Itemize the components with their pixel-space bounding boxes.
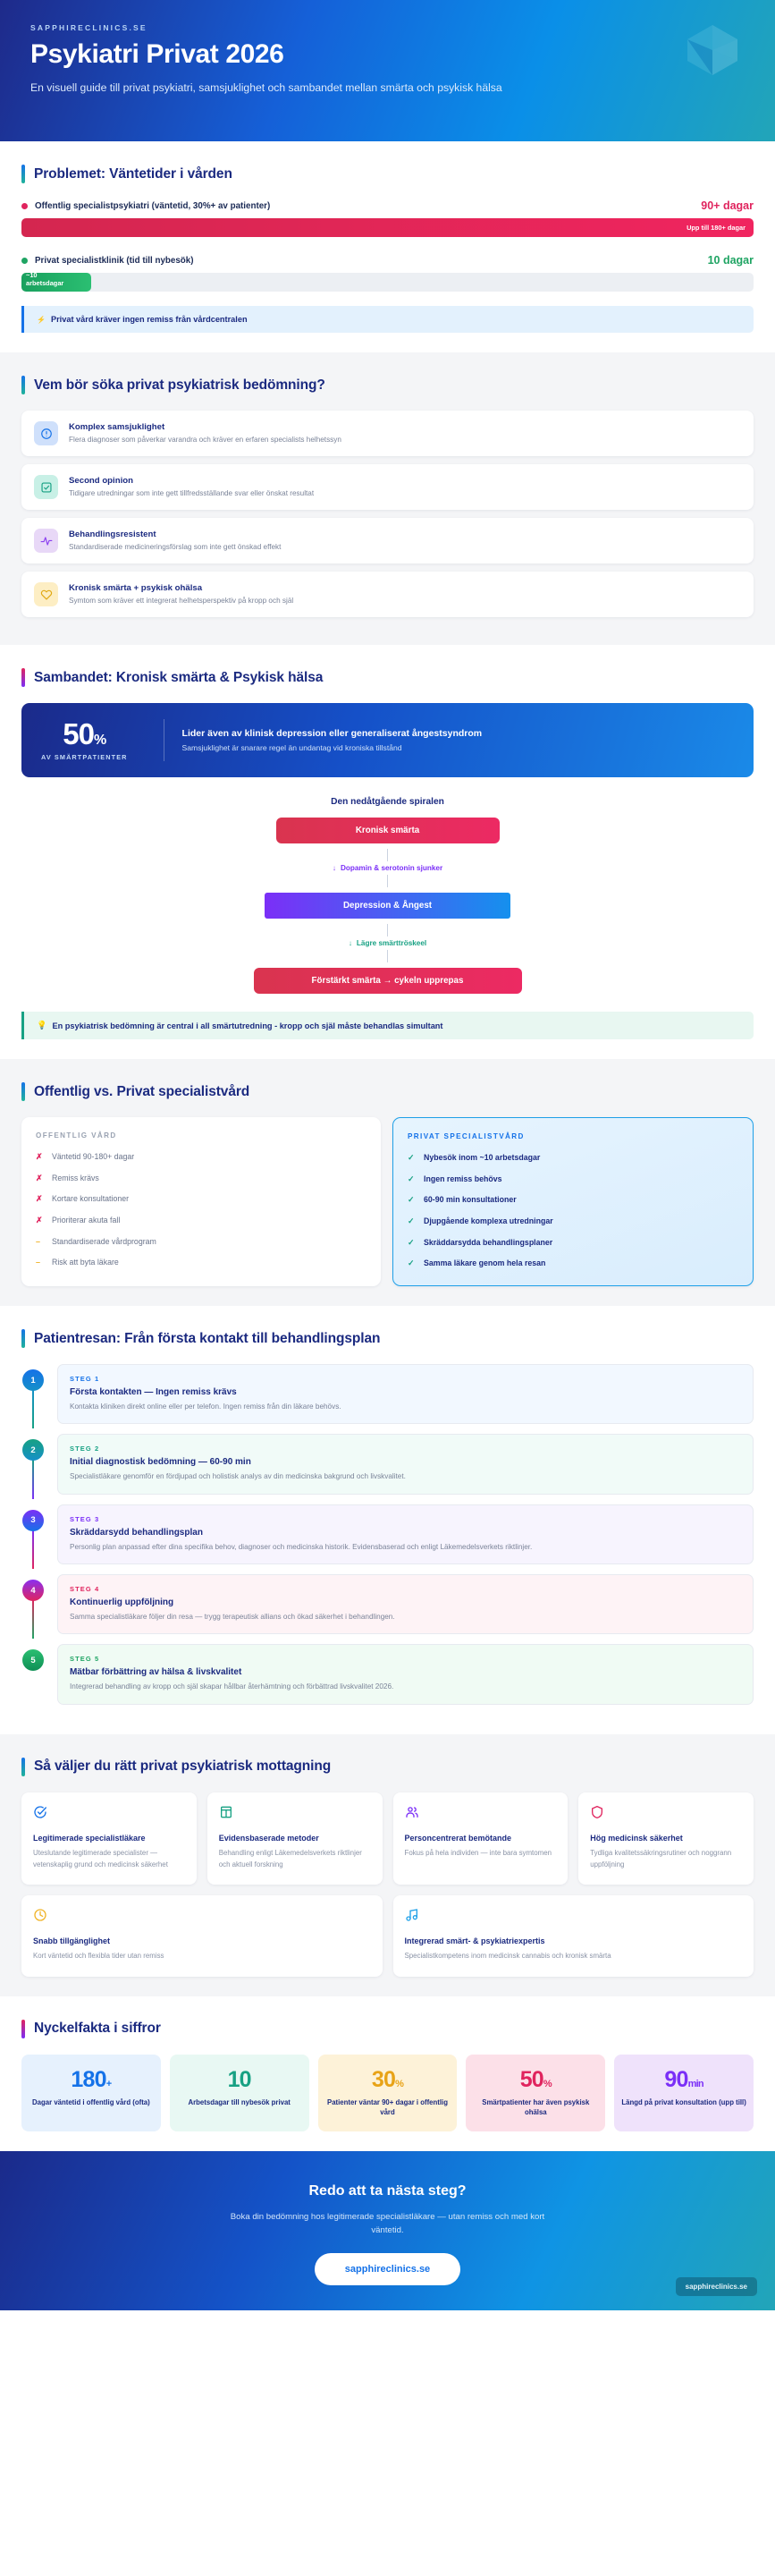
- spiral-arrow-2: [349, 919, 426, 968]
- comparison-column-public: [21, 1117, 381, 1286]
- kpi-number: 180: [71, 2066, 106, 2092]
- comparison-table: [21, 1117, 754, 1286]
- kpi-number: 30: [371, 2066, 396, 2092]
- spiral-node-1: Kronisk smärta: [276, 818, 500, 843]
- item-text: Prioriterar akuta fall: [52, 1216, 121, 1225]
- stat-unit: %: [94, 733, 106, 748]
- choose-card[interactable]: [21, 1895, 383, 1977]
- section-header: [21, 668, 754, 687]
- choose-card-desc: Kort väntetid och flexibla tider utan remiss: [33, 1952, 164, 1961]
- section-wait-times: [0, 141, 775, 352]
- check-icon: ✓: [408, 1258, 415, 1268]
- spiral-arrow-text: Dopamin & serotonin sjunker: [340, 864, 443, 872]
- step-title: Initial diagnostisk bedömning — 60-90 min: [70, 1457, 251, 1468]
- timeline-card[interactable]: [57, 1434, 754, 1494]
- item-text: Skräddarsydda behandlingsplaner: [424, 1237, 553, 1247]
- comparison-item: [36, 1174, 366, 1184]
- tip-text: En psykiatrisk bedömning är central i all smärtutredning - kropp och själ måste behandlas simultant: [52, 1021, 443, 1030]
- step-label: STEG 1: [70, 1375, 100, 1384]
- choose-card-title: Evidensbaserade metoder: [218, 1833, 319, 1843]
- step-desc: Integrerad behandling av kropp och själ skapar hållbar återhämtning och förbättrad livskvalitet 2026.: [70, 1682, 394, 1691]
- book-appointment-button[interactable]: sapphireclinics.se: [315, 2253, 460, 2285]
- journey-timeline: [21, 1364, 754, 1708]
- choose-card-title: Integrerad smärt- & psykiatriexpertis: [404, 1936, 545, 1945]
- kpi-unit: %: [543, 2078, 552, 2089]
- timeline-node: 2: [22, 1439, 44, 1461]
- section-title: Offentlig vs. Privat specialistvård: [34, 1083, 250, 1099]
- check-icon: ✓: [408, 1216, 415, 1226]
- timeline-node: 3: [22, 1510, 44, 1531]
- wait-row-private: [21, 254, 754, 292]
- column-heading: PRIVAT SPECIALISTVÅRD: [408, 1132, 525, 1140]
- choose-card-title: Snabb tillgänglighet: [33, 1936, 110, 1945]
- wait-value: 10 dagar: [707, 254, 754, 267]
- timeline-card[interactable]: [57, 1644, 754, 1704]
- connector-line: [387, 924, 388, 936]
- wait-bar-caption: Upp till 180+ dagar: [687, 224, 746, 232]
- who-card[interactable]: [21, 572, 754, 617]
- kpi-label: Smärtpatienter har även psykisk ohälsa: [482, 2097, 590, 2116]
- heart-icon: [34, 582, 58, 606]
- who-card-body: [69, 475, 314, 499]
- section-who-should-seek: [0, 352, 775, 645]
- step-desc: Specialistläkare genomför en fördjupad och holistisk analys av din medicinska bakgrund och livskvalitet.: [70, 1472, 406, 1481]
- assessment-tip: [21, 1012, 754, 1039]
- section-title: Sambandet: Kronisk smärta & Psykisk hälsa: [34, 669, 324, 685]
- section-title: Patientresan: Från första kontakt till behandlingsplan: [34, 1330, 381, 1346]
- item-text: Nybesök inom ~10 arbetsdagar: [424, 1153, 541, 1162]
- choose-card-title: Hög medicinsk säkerhet: [590, 1833, 683, 1843]
- spiral-title: Den nedåtgående spiralen: [331, 797, 444, 807]
- timeline-node: 1: [22, 1369, 44, 1391]
- item-text: Väntetid 90-180+ dagar: [52, 1152, 135, 1161]
- section-title: Så väljer du rätt privat psykiatrisk mottagning: [34, 1758, 332, 1775]
- who-card[interactable]: [21, 411, 754, 456]
- step-label: STEG 5: [70, 1655, 100, 1664]
- section-header: [21, 165, 754, 183]
- comparison-item: [408, 1238, 738, 1249]
- item-text: Standardiserade vårdprogram: [52, 1236, 156, 1246]
- kpi-unit: +: [105, 2078, 112, 2089]
- activity-icon: [34, 529, 58, 553]
- accent-bar: [21, 1329, 25, 1348]
- cta-heading: Redo att ta nästa steg?: [308, 2182, 467, 2199]
- choose-card-title: Personcentrerat bemötande: [404, 1833, 512, 1843]
- item-text: Samma läkare genom hela resan: [424, 1258, 546, 1268]
- cta-paragraph: Boka din bedömning hos legitimerade specialistläkare — utan remiss och med kort väntetid.: [230, 2211, 545, 2235]
- kpi-value: [325, 2066, 451, 2092]
- who-card-desc: Standardiserade medicineringsförslag som inte gett önskad effekt: [69, 543, 282, 551]
- stat-number: 50: [63, 717, 95, 750]
- timeline-rail: [21, 1364, 45, 1428]
- section-header: [21, 1758, 754, 1776]
- kpi-unit: min: [687, 2078, 703, 2089]
- brand-kicker: SAPPHIRECLINICS.SE: [30, 23, 147, 32]
- lightbulb-icon: 💡: [37, 1021, 47, 1030]
- cross-icon: ✗: [36, 1152, 43, 1161]
- spiral-node-3: Förstärkt smärta → cykeln upprepas: [254, 968, 522, 994]
- step-label: STEG 2: [70, 1445, 100, 1453]
- step-desc: Samma specialistläkare följer din resa — trygg terapeutisk allians och ökad säkerhet i behandlingen.: [70, 1613, 395, 1622]
- connector-line: [387, 950, 388, 962]
- kpi-number: 90: [664, 2066, 688, 2092]
- clock-icon: [33, 1908, 371, 1927]
- kpi-number: 10: [227, 2066, 251, 2092]
- page-subtitle: En visuell guide till privat psykiatri, samsjuklighet och sambandet mellan smärta och psykisk hälsa: [30, 80, 502, 94]
- choose-grid-row2: [21, 1895, 754, 1977]
- dash-icon: –: [36, 1236, 41, 1246]
- spiral-arrow-label: [333, 861, 442, 875]
- timeline-node: 4: [22, 1580, 44, 1601]
- kpi-card: [170, 2055, 309, 2131]
- choose-card[interactable]: [207, 1792, 383, 1885]
- spiral-arrow-1: [333, 843, 442, 893]
- alert-circle-icon: [34, 421, 58, 445]
- check-icon: ✓: [408, 1174, 415, 1183]
- connector-line: [387, 875, 388, 887]
- item-text: 60-90 min konsultationer: [424, 1195, 517, 1205]
- who-card-body: [69, 529, 281, 553]
- kpi-card: [466, 2055, 605, 2131]
- timeline-connector: [32, 1459, 34, 1498]
- comparison-item: [36, 1237, 366, 1248]
- check-icon: ✓: [408, 1195, 415, 1205]
- item-text: Kortare konsultationer: [52, 1194, 130, 1204]
- item-text: Djupgående komplexa utredningar: [424, 1216, 553, 1226]
- stat-headline: Lider även av klinisk depression eller generaliserat ångestsyndrom: [181, 728, 483, 739]
- comparison-item: [408, 1174, 738, 1185]
- wait-label: [21, 256, 194, 266]
- who-card-desc: Flera diagnoser som påverkar varandra och kräver en erfaren specialists helhetssyn: [69, 436, 341, 444]
- kpi-label: Längd på privat konsultation (upp till): [621, 2097, 746, 2106]
- accent-bar: [21, 1082, 25, 1101]
- connector-line: [387, 849, 388, 861]
- choose-card[interactable]: [21, 1792, 197, 1885]
- arrow-down-icon: ↓: [332, 864, 336, 872]
- stat-caption: AV SMÄRTPATIENTER: [41, 753, 128, 761]
- status-dot-green-icon: [21, 258, 28, 264]
- kpi-card: [21, 2055, 161, 2131]
- stat-subline: Samsjuklighet är snarare regel än undantag vid kroniska tillstånd: [181, 743, 402, 752]
- comorbidity-stat-banner: [21, 703, 754, 777]
- step-desc: Kontakta kliniken direkt online eller per telefon. Ingen remiss från din läkare behövs.: [70, 1402, 341, 1411]
- stat-figure: [41, 719, 146, 761]
- check-square-icon: [34, 475, 58, 499]
- who-card-title: Second opinion: [69, 476, 133, 486]
- section-title: Nyckelfakta i siffror: [34, 2021, 161, 2037]
- choose-grid-row1: [21, 1792, 754, 1885]
- accent-bar: [21, 668, 25, 687]
- wait-value: 90+ dagar: [701, 199, 754, 212]
- timeline-rail: [21, 1504, 45, 1569]
- wait-row-header: [21, 199, 754, 212]
- spacer: [21, 242, 754, 254]
- who-card-title: Kronisk smärta + psykisk ohälsa: [69, 583, 203, 593]
- timeline-node: 5: [22, 1649, 44, 1671]
- comparison-column-private: [392, 1117, 754, 1286]
- choose-card-desc: Fokus på hela individen — inte bara symtomen: [404, 1849, 552, 1858]
- brand-badge: sapphireclinics.se: [676, 2277, 757, 2296]
- timeline-step: [21, 1504, 754, 1569]
- timeline-step: [21, 1644, 754, 1708]
- wait-bar-track: [21, 273, 754, 292]
- who-card[interactable]: [21, 518, 754, 564]
- cta-footer: [0, 2151, 775, 2310]
- section-header: [21, 1082, 754, 1101]
- spiral-arrow-label: [349, 936, 426, 950]
- timeline-card[interactable]: [57, 1364, 754, 1424]
- lightning-icon: ⚡: [37, 315, 46, 324]
- timeline-step: [21, 1364, 754, 1428]
- stat-text: [182, 728, 734, 752]
- accent-bar: [21, 376, 25, 394]
- hero-header: [0, 0, 775, 141]
- who-card-desc: Tidigare utredningar som inte gett tillfredsställande svar eller önskat resultat: [69, 489, 315, 497]
- timeline-rail: [21, 1574, 45, 1639]
- timeline-step: [21, 1574, 754, 1639]
- comparison-item: [408, 1153, 738, 1164]
- kpi-label: Dagar väntetid i offentlig vård (ofta): [32, 2097, 150, 2106]
- comparison-item: [36, 1216, 366, 1226]
- section-how-to-choose: [0, 1734, 775, 1996]
- step-title: Skräddarsydd behandlingsplan: [70, 1527, 203, 1538]
- choose-card-desc: Behandling enligt Läkemedelsverkets riktlinjer och aktuell forskning: [218, 1849, 362, 1868]
- comparison-item: [36, 1194, 366, 1205]
- spiral-node-2: Depression & Ångest: [265, 893, 510, 919]
- kpi-grid: [21, 2055, 754, 2131]
- choose-card[interactable]: [393, 1792, 569, 1885]
- choose-card-desc: Tydliga kvalitetssäkringsrutiner och noggrann uppföljning: [590, 1849, 732, 1868]
- no-referral-callout: [21, 306, 754, 333]
- cross-icon: ✗: [36, 1216, 43, 1225]
- timeline-step: [21, 1434, 754, 1498]
- step-label: STEG 3: [70, 1514, 100, 1523]
- gem-logo-icon: [684, 21, 741, 79]
- kpi-card: [318, 2055, 458, 2131]
- comparison-item: [408, 1216, 738, 1227]
- item-text: Risk att byta läkare: [52, 1258, 119, 1267]
- who-card-body: [69, 582, 293, 606]
- check-icon: ✓: [408, 1237, 415, 1247]
- kpi-label: Arbetsdagar till nybesök privat: [188, 2097, 291, 2106]
- downward-spiral-diagram: [21, 818, 754, 994]
- choose-card-title: Legitimerade specialistläkare: [33, 1833, 146, 1843]
- choose-card-desc: Uteslutande legitimerade specialister — vetenskaplig grund och medicinsk säkerhet: [33, 1849, 168, 1868]
- section-key-numbers: [0, 1996, 775, 2151]
- users-icon: [405, 1805, 557, 1824]
- section-title: Vem bör söka privat psykiatrisk bedömning?: [34, 377, 325, 393]
- stat-number-wrap: [41, 719, 128, 749]
- who-card-title: Komplex samsjuklighet: [69, 422, 165, 432]
- wait-label: [21, 201, 270, 211]
- choose-card[interactable]: [578, 1792, 754, 1885]
- section-header: [21, 1329, 754, 1348]
- timeline-connector: [32, 1599, 34, 1639]
- spiral-arrow-text: Lägre smärttröskeel: [356, 939, 427, 947]
- section-title: Problemet: Väntetider i vården: [34, 165, 232, 182]
- who-card-body: [69, 421, 341, 445]
- step-desc: Personlig plan anpassad efter dina specifika behov, diagnoser och medicinska historik. Evidensbaserad och enligt Läkemedelsverkets riktlinjer.: [70, 1542, 533, 1551]
- who-card-title: Behandlingsresistent: [69, 530, 156, 539]
- comparison-item: [408, 1258, 738, 1269]
- accent-bar: [21, 165, 25, 183]
- choose-card[interactable]: [393, 1895, 754, 1977]
- who-card-desc: Symtom som kräver ett integrerat helhetsperspektiv på kropp och själ: [69, 597, 294, 605]
- section-header: [21, 2020, 754, 2038]
- timeline-card[interactable]: [57, 1574, 754, 1634]
- status-dot-red-icon: [21, 203, 28, 209]
- kpi-number: 50: [519, 2066, 543, 2092]
- wait-bar-track: [21, 218, 754, 237]
- section-patient-journey: [0, 1306, 775, 1733]
- choose-card-desc: Specialistkompetens inom medicinsk cannabis och kronisk smärta: [404, 1952, 611, 1961]
- kpi-card: [614, 2055, 754, 2131]
- item-text: Remiss krävs: [52, 1173, 99, 1182]
- step-label: STEG 4: [70, 1585, 100, 1594]
- wait-bar-caption: ~10 arbetsdagar: [26, 271, 64, 288]
- wait-row-public: [21, 199, 754, 237]
- wait-label-text: Offentlig specialistpsykiatri (väntetid, 30%+ av patienter): [35, 200, 271, 211]
- step-title: Mätbar förbättring av hälsa & livskvalitet: [70, 1667, 242, 1678]
- book-icon: [219, 1805, 371, 1824]
- section-header: [21, 376, 754, 394]
- timeline-connector: [32, 1530, 34, 1569]
- dash-icon: –: [36, 1258, 41, 1267]
- timeline-connector: [32, 1389, 34, 1428]
- comparison-item: [408, 1195, 738, 1206]
- section-pain-mental-link: [0, 645, 775, 1059]
- kpi-value: [177, 2066, 302, 2092]
- kpi-value: [29, 2066, 154, 2092]
- check-icon: ✓: [408, 1153, 415, 1162]
- section-public-vs-private: [0, 1059, 775, 1306]
- comparison-item: [36, 1152, 366, 1163]
- cross-icon: ✗: [36, 1173, 43, 1182]
- wait-bar-fill: [21, 273, 91, 292]
- who-card[interactable]: [21, 464, 754, 510]
- shield-icon: [590, 1805, 742, 1824]
- kpi-value: [621, 2066, 746, 2092]
- accent-bar: [21, 2020, 25, 2038]
- timeline-rail: [21, 1434, 45, 1498]
- timeline-rail: [21, 1644, 45, 1708]
- arrow-down-icon: ↓: [348, 939, 352, 947]
- kpi-value: [473, 2066, 598, 2092]
- music-icon: [405, 1908, 743, 1927]
- page-title: Psykiatri Privat 2026: [30, 39, 284, 69]
- wait-bar-fill: [21, 218, 754, 237]
- check-circle-icon: [33, 1805, 185, 1824]
- step-title: Första kontakten — Ingen remiss krävs: [70, 1387, 237, 1398]
- cross-icon: ✗: [36, 1194, 43, 1204]
- timeline-card[interactable]: [57, 1504, 754, 1564]
- step-title: Kontinuerlig uppföljning: [70, 1597, 174, 1608]
- kpi-label: Patienter väntar 90+ dagar i offentlig vård: [327, 2097, 448, 2116]
- callout-text: Privat vård kräver ingen remiss från vårdcentralen: [50, 315, 248, 324]
- wait-label-text: Privat specialistklinik (tid till nybesök): [35, 255, 194, 266]
- column-heading: OFFENTLIG VÅRD: [36, 1131, 117, 1140]
- kpi-unit: %: [395, 2078, 404, 2089]
- wait-row-header: [21, 254, 754, 267]
- item-text: Ingen remiss behövs: [424, 1174, 502, 1183]
- accent-bar: [21, 1758, 25, 1776]
- comparison-item: [36, 1258, 366, 1268]
